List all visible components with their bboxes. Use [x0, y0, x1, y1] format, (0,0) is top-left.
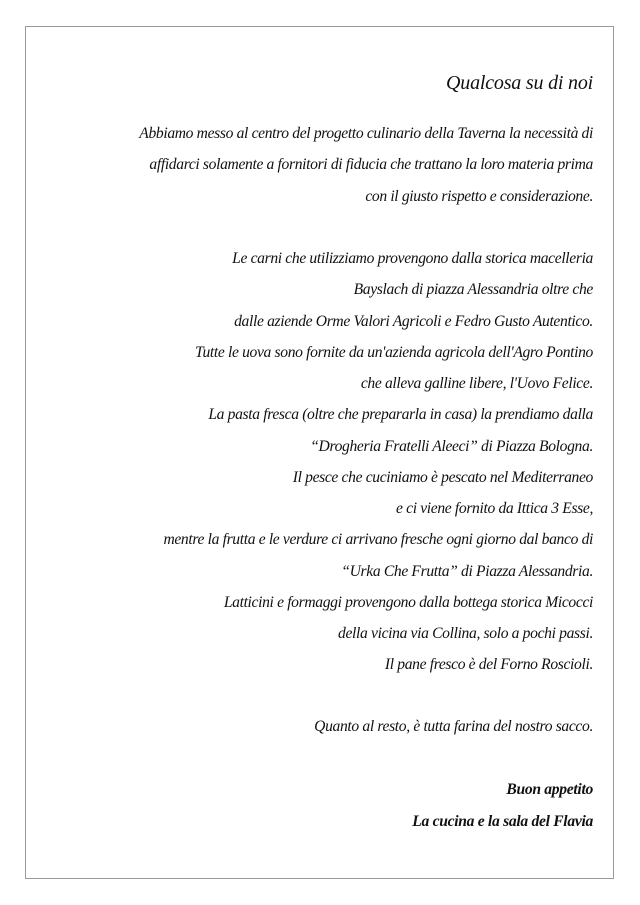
supplier-line: dalle aziende Orme Valori Agricoli e Fedro Gusto Autentico. [234, 313, 593, 330]
document-title: Qualcosa su di noi [446, 72, 593, 94]
supplier-line: della vicina via Collina, solo a pochi passi. [338, 625, 593, 642]
intro-line: con il giusto rispetto e considerazione. [365, 188, 593, 205]
signature-signoff: La cucina e la sala del Flavia [412, 813, 593, 830]
signature-greeting: Buon appetito [506, 781, 593, 798]
supplier-line: Tutte le uova sono fornite da un'azienda agricola dell'Agro Pontino [194, 344, 593, 361]
supplier-line: Le carni che utilizziamo provengono dalla storica macelleria [232, 250, 593, 267]
closing-line: Quanto al resto, è tutta farina del nostro sacco. [314, 718, 593, 735]
supplier-line: Latticini e formaggi provengono dalla bottega storica Micocci [223, 594, 593, 611]
supplier-line: che alleva galline libere, l'Uovo Felice. [360, 375, 593, 392]
intro-line: Abbiamo messo al centro del progetto culinario della Taverna la necessità di [139, 125, 593, 142]
supplier-line: Il pane fresco è del Forno Roscioli. [384, 656, 593, 673]
supplier-line: Bayslach di piazza Alessandria oltre che [353, 281, 593, 298]
intro-line: affidarci solamente a fornitori di fiducia che trattano la loro materia prima [149, 156, 593, 173]
supplier-line: La pasta fresca (oltre che prepararla in casa) la prendiamo dalla [208, 406, 593, 423]
supplier-line: “Drogheria Fratelli Aleeci” di Piazza Bologna. [310, 438, 593, 455]
supplier-line: e ci viene fornito da Ittica 3 Esse, [396, 500, 593, 517]
supplier-line: “Urka Che Frutta” di Piazza Alessandria. [341, 563, 593, 580]
supplier-line: Il pesce che cuciniamo è pescato nel Mediterraneo [292, 469, 593, 486]
document-page [25, 26, 614, 879]
supplier-line: mentre la frutta e le verdure ci arrivano fresche ogni giorno dal banco di [163, 531, 593, 548]
